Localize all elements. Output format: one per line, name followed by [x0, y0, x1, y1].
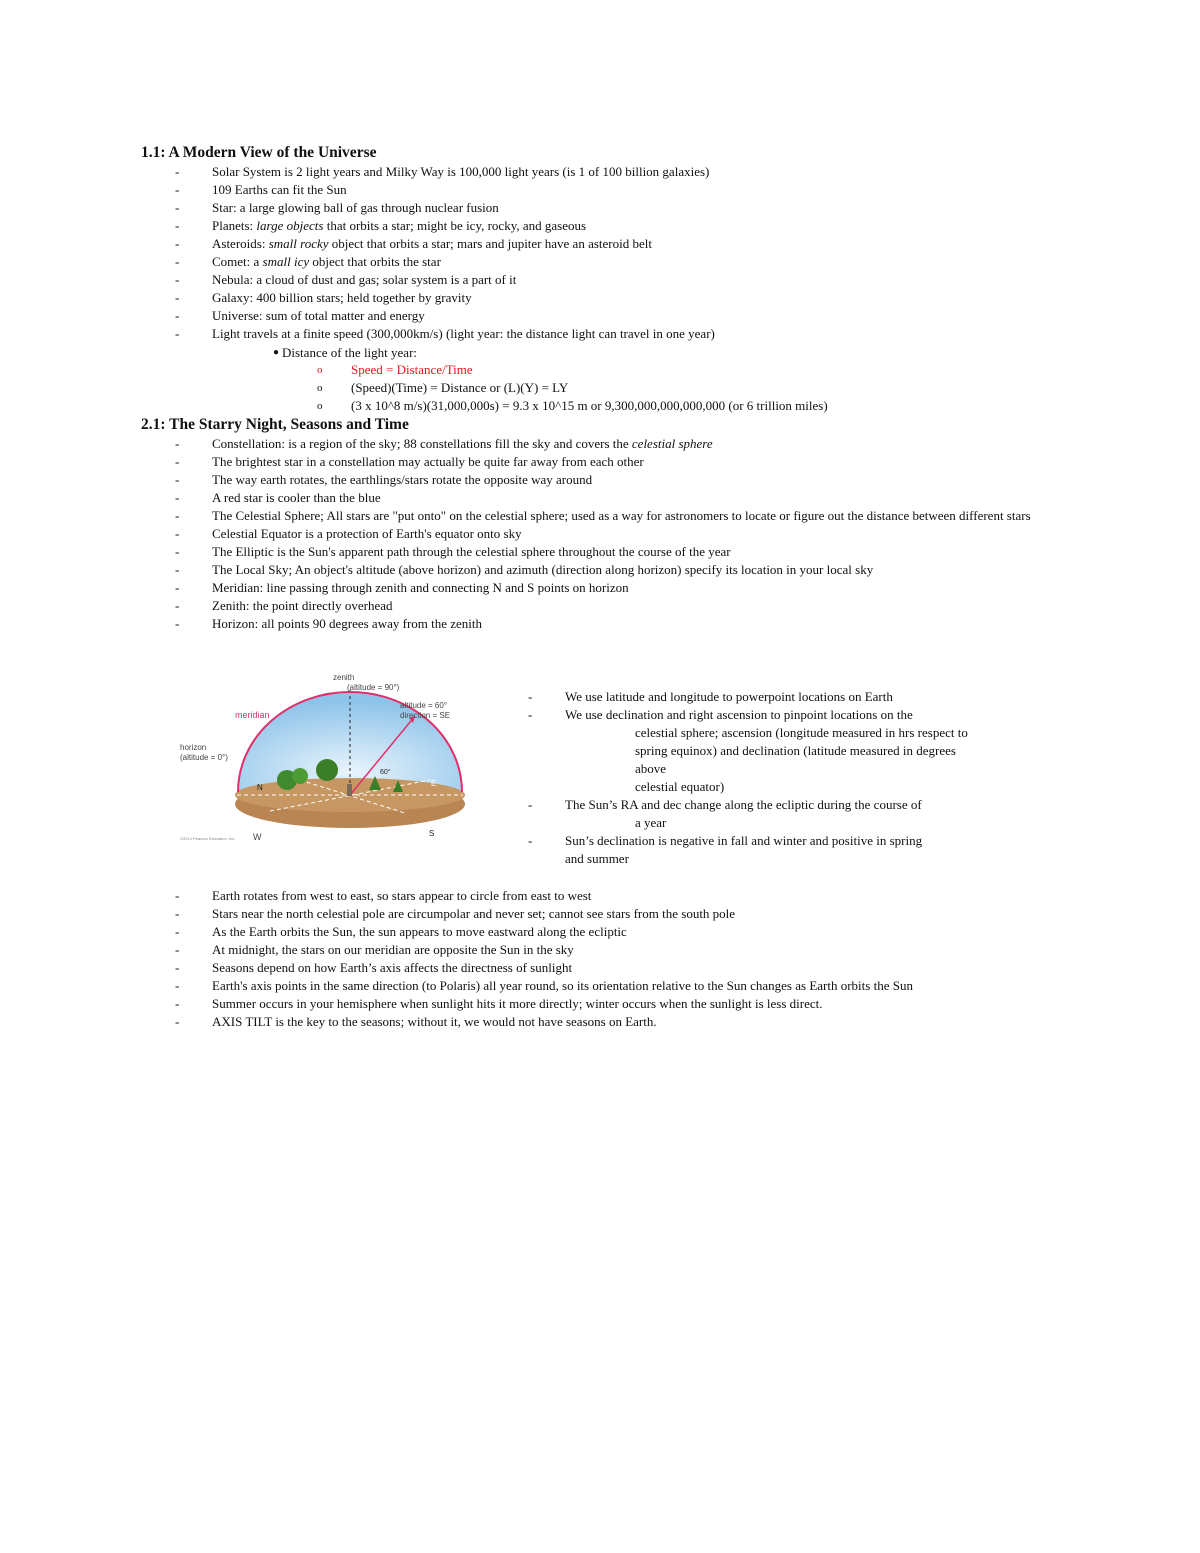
- label-direction: direction = SE: [400, 711, 451, 720]
- list-item: - At midnight, the stars on our meridian are opposite the Sun in the sky: [175, 942, 574, 957]
- section3-list: [175, 887, 1075, 1031]
- list-item: - Earth's axis points in the same direction (to Polaris) all year round, so its orientation relative to the Sun changes as Earth orbits the Sun: [175, 978, 913, 993]
- list-item: - Meridian: line passing through zenith and connecting N and S points on horizon: [175, 580, 629, 595]
- label-west: W: [253, 832, 262, 842]
- list-item: - Galaxy: 400 billion stars; held together by gravity: [175, 290, 472, 305]
- right-notes-list: [528, 688, 1028, 868]
- label-south: S: [429, 829, 435, 838]
- list-item: - Star: a large glowing ball of gas through nuclear fusion: [175, 200, 499, 215]
- list-item: - Universe: sum of total matter and energy: [175, 308, 425, 323]
- list-item: - The Local Sky; An object's altitude (above horizon) and azimuth (direction along horizon) specify its location in your local sky: [175, 562, 874, 577]
- label-angle: 60°: [380, 769, 391, 776]
- list-item: - Solar System is 2 light years and Milky Way is 100,000 light years (is 1 of 100 billion galaxies): [175, 164, 710, 179]
- label-horizon: horizon: [180, 743, 207, 752]
- label-north: N: [257, 783, 263, 792]
- label-zenith: zenith: [333, 673, 355, 682]
- observer-icon: [347, 784, 352, 796]
- label-east: E: [431, 779, 437, 788]
- list-item: - Planets: large objects that orbits a star; might be icy, rocky, and gaseous: [175, 218, 587, 233]
- list-item: - Seasons depend on how Earth’s axis affects the directness of sunlight: [175, 960, 573, 975]
- list-item: - We use declination and right ascension to pinpoint locations on the celestial sphere; ascension (longitude measured in hrs respect to spring equinox) and declination (latitude measured in degrees above celestial equator): [528, 707, 968, 794]
- list-item: - We use latitude and longitude to powerpoint locations on Earth: [528, 689, 893, 704]
- section-heading-1: 1.1: A Modern View of the Universe: [141, 144, 377, 161]
- label-horizon-altitude: (altitude = 0°): [180, 753, 228, 762]
- list-item: - Nebula: a cloud of dust and gas; solar system is a part of it: [175, 272, 517, 287]
- list-item: - As the Earth orbits the Sun, the sun appears to move eastward along the ecliptic: [175, 924, 627, 939]
- section1-list: [175, 163, 1135, 343]
- label-altitude: altitude = 60°: [400, 701, 448, 710]
- list-item: - AXIS TILT is the key to the seasons; without it, we would not have seasons on Earth.: [175, 1014, 657, 1029]
- label-zenith-altitude: (altitude = 90°): [347, 683, 400, 692]
- list-item: - Zenith: the point directly overhead: [175, 598, 393, 613]
- list-item: - The Sun’s RA and dec change along the ecliptic during the course of a year: [528, 797, 922, 830]
- figure-credit: ©2014 Pearson Education, Inc.: [180, 836, 236, 841]
- sub-bullet: ● Distance of the light year:: [273, 345, 418, 360]
- list-item: - The Celestial Sphere; All stars are "put onto" on the celestial sphere; used as a way for astronomers to locate or figure out the distance between different stars: [175, 508, 1031, 523]
- section-heading-2: 2.1: The Starry Night, Seasons and Time: [141, 416, 409, 433]
- list-item: - Stars near the north celestial pole are circumpolar and never set; cannot see stars from the south pole: [175, 906, 736, 921]
- list-item: - Asteroids: small rocky object that orbits a star; mars and jupiter have an asteroid belt: [175, 236, 652, 251]
- section2-list: [175, 435, 1065, 633]
- list-item: - Horizon: all points 90 degrees away from the zenith: [175, 616, 483, 631]
- list-item: - Sun’s declination is negative in fall and winter and positive in spring and summer: [528, 833, 923, 866]
- sub-sub-bullet: o (3 x 10^8 m/s)(31,000,000s) = 9.3 x 10^15 m or 9,300,000,000,000,000 (or 6 trillion miles): [317, 398, 828, 413]
- sub-sub-bullet: o (Speed)(Time) = Distance or (L)(Y) = LY: [317, 380, 569, 395]
- list-item: - Earth rotates from west to east, so stars appear to circle from east to west: [175, 888, 592, 903]
- list-item: - Light travels at a finite speed (300,000km/s) (light year: the distance light can travel in one year): [175, 326, 715, 341]
- label-meridian: meridian: [235, 710, 270, 720]
- list-item: - Summer occurs in your hemisphere when sunlight hits it more directly; winter occurs when the sunlight is less direct.: [175, 996, 823, 1011]
- tree-icon: [316, 759, 338, 781]
- list-item: - Constellation: is a region of the sky; 88 constellations fill the sky and covers the celestial sphere: [175, 436, 713, 451]
- list-item: - The Elliptic is the Sun's apparent path through the celestial sphere throughout the course of the year: [175, 544, 731, 559]
- sub-sub-bullet: o Speed = Distance/Time: [317, 362, 473, 377]
- list-item: - The brightest star in a constellation may actually be quite far away from each other: [175, 454, 644, 469]
- list-item: - Comet: a small icy object that orbits the star: [175, 254, 441, 269]
- local-sky-diagram: [175, 668, 475, 848]
- list-item: - 109 Earths can fit the Sun: [175, 182, 347, 197]
- list-item: - A red star is cooler than the blue: [175, 490, 381, 505]
- list-item: - Celestial Equator is a protection of Earth's equator onto sky: [175, 526, 522, 541]
- tree-icon: [292, 768, 308, 784]
- list-item: - The way earth rotates, the earthlings/stars rotate the opposite way around: [175, 472, 593, 487]
